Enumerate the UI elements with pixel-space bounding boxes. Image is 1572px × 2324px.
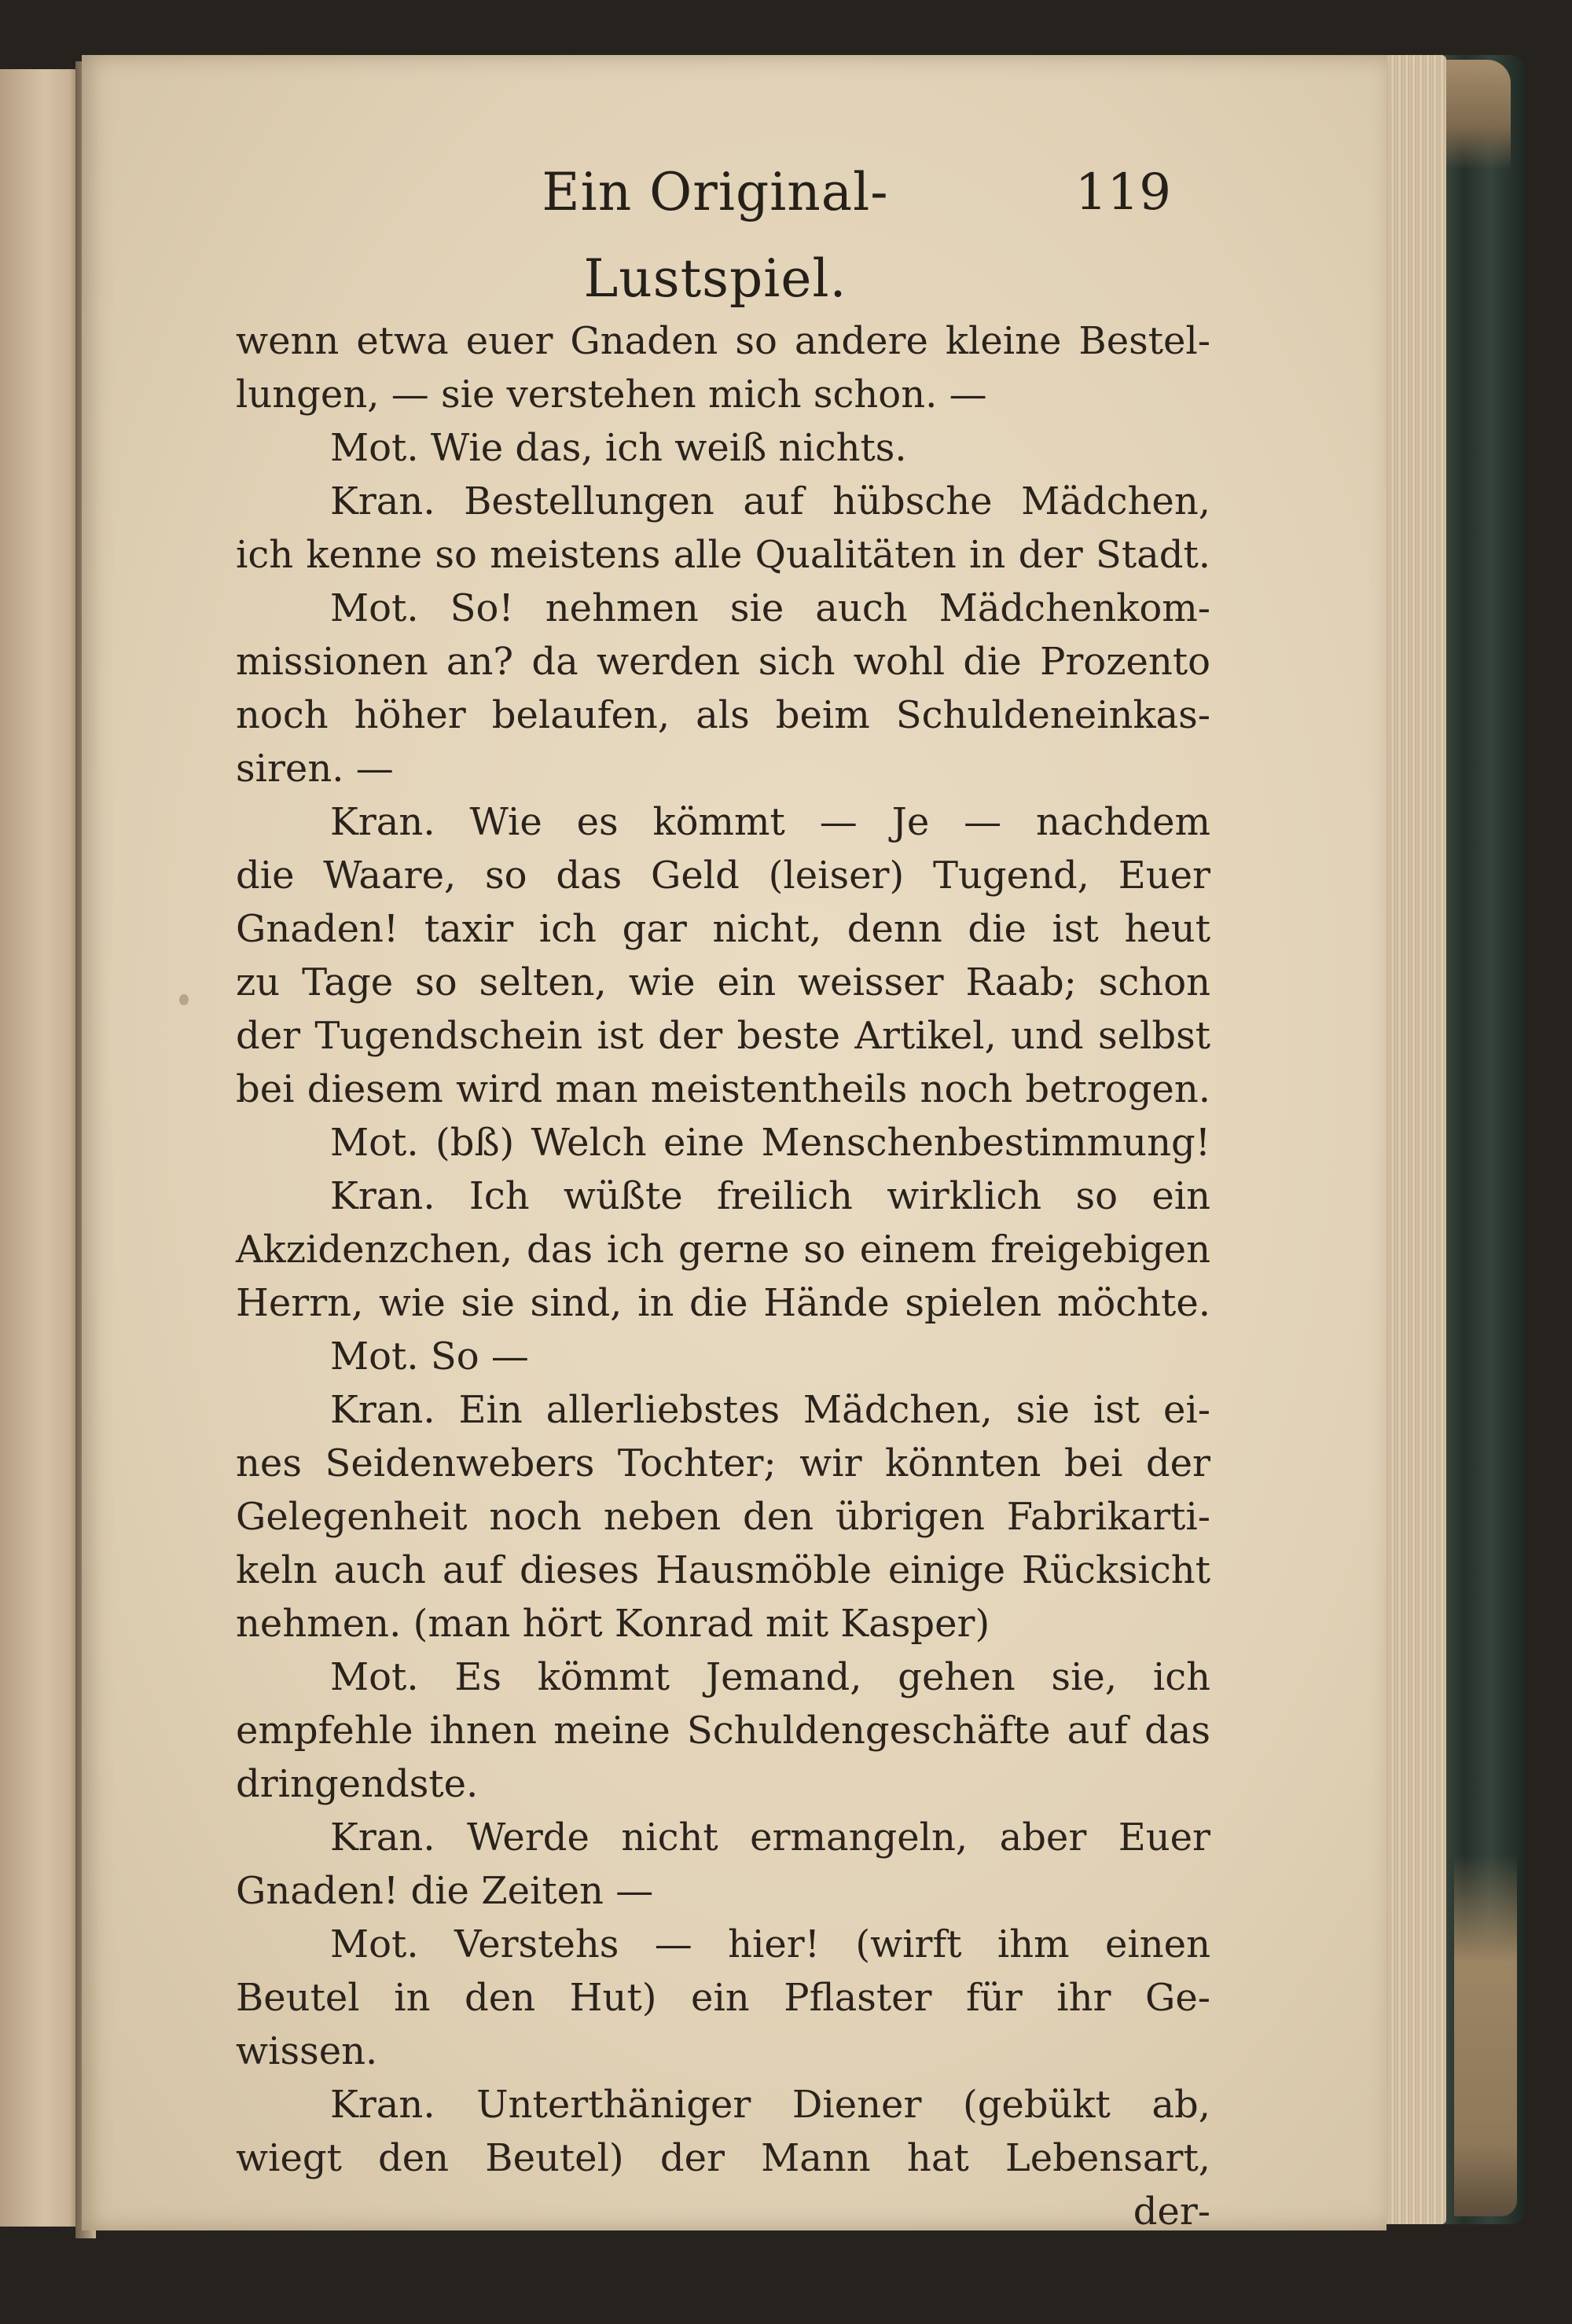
text-line: wenn etwa euer Gnaden so andere kleine Bestel- — [236, 319, 1210, 363]
text-line: keln auch auf dieses Hausmöble einige Rücksicht — [236, 1548, 1210, 1592]
text-line: Kran. Wie es kömmt — Je — nachdem — [330, 800, 1210, 844]
text-line: Kran. Ein allerliebstes Mädchen, sie ist ei- — [330, 1388, 1210, 1432]
text-line: missionen an? da werden sich wohl die Prozento — [236, 640, 1210, 684]
facing-page-edge — [0, 69, 82, 2227]
text-line: nes Seidenwebers Tochter; wir könnten bei der — [236, 1441, 1210, 1485]
text-line: Gnaden! die Zeiten — — [236, 1869, 654, 1913]
text-line: wissen. — [236, 2029, 378, 2073]
text-line: bei diesem wird man meistentheils noch betrogen. — [236, 1067, 1210, 1111]
text-line: lungen, — sie verstehen mich schon. — — [236, 373, 987, 417]
text-line: Gelegenheit noch neben den übrigen Fabrikarti- — [236, 1495, 1210, 1539]
text-line: Akzidenzchen, das ich gerne so einem freigebigen — [236, 1228, 1210, 1272]
text-line: Kran. Werde nicht ermangeln, aber Euer — [330, 1816, 1210, 1860]
text-line: Mot. So! nehmen sie auch Mädchenkom- — [330, 586, 1210, 630]
page-header — [338, 149, 1203, 309]
text-line: Mot. Es kömmt Jemand, gehen sie, ich — [330, 1655, 1210, 1699]
text-line: nehmen. (man hört Konrad mit Kasper) — [236, 1602, 990, 1646]
text-line: Mot. Wie das, ich weiß nichts. — [330, 426, 907, 470]
cover-worn-corner-top — [1445, 60, 1511, 170]
text-line: Kran. Bestellungen auf hübsche Mädchen, — [330, 479, 1210, 523]
running-title: Ein Original-Lustspiel. — [542, 162, 889, 309]
catchword: der- — [1133, 2190, 1210, 2234]
text-line: Mot. Verstehs — hier! (wirft ihm einen — [330, 1922, 1210, 1966]
text-line: Mot. (bß) Welch eine Menschenbestimmung! — [330, 1121, 1210, 1165]
text-line: Gnaden! taxir ich gar nicht, denn die ist heut — [236, 907, 1210, 951]
page-number: 119 — [1074, 163, 1171, 222]
text-line: noch höher belaufen, als beim Schuldeneinkas- — [236, 693, 1210, 737]
text-line: Mot. So — — [330, 1335, 529, 1379]
text-line: dringendste. — [236, 1762, 479, 1806]
page-text — [236, 314, 1210, 2234]
text-line: zu Tage so selten, wie ein weisser Raab; schon — [236, 960, 1210, 1004]
text-line: der Tugendschein ist der beste Artikel, und selbst — [236, 1014, 1210, 1058]
text-line: ich kenne so meistens alle Qualitäten in der Stadt. — [236, 533, 1210, 577]
text-line: empfehle ihnen meine Schuldengeschäfte auf das — [236, 1709, 1210, 1753]
text-line: Beutel in den Hut) ein Pflaster für ihr Ge- — [236, 1976, 1210, 2020]
page-smudge — [179, 994, 189, 1005]
cover-worn-corner-bottom — [1454, 1855, 1517, 2216]
text-line: die Waare, so das Geld (leiser) Tugend, Euer — [236, 854, 1210, 898]
text-line: wiegt den Beutel) der Mann hat Lebensart, — [236, 2136, 1210, 2180]
text-line: Herrn, wie sie sind, in die Hände spielen möchte. — [236, 1281, 1210, 1325]
text-line: siren. — — [236, 747, 394, 791]
text-line: Kran. Unterthäniger Diener (gebükt ab, — [330, 2083, 1210, 2127]
text-line: Kran. Ich wüßte freilich wirklich so ein — [330, 1174, 1210, 1218]
